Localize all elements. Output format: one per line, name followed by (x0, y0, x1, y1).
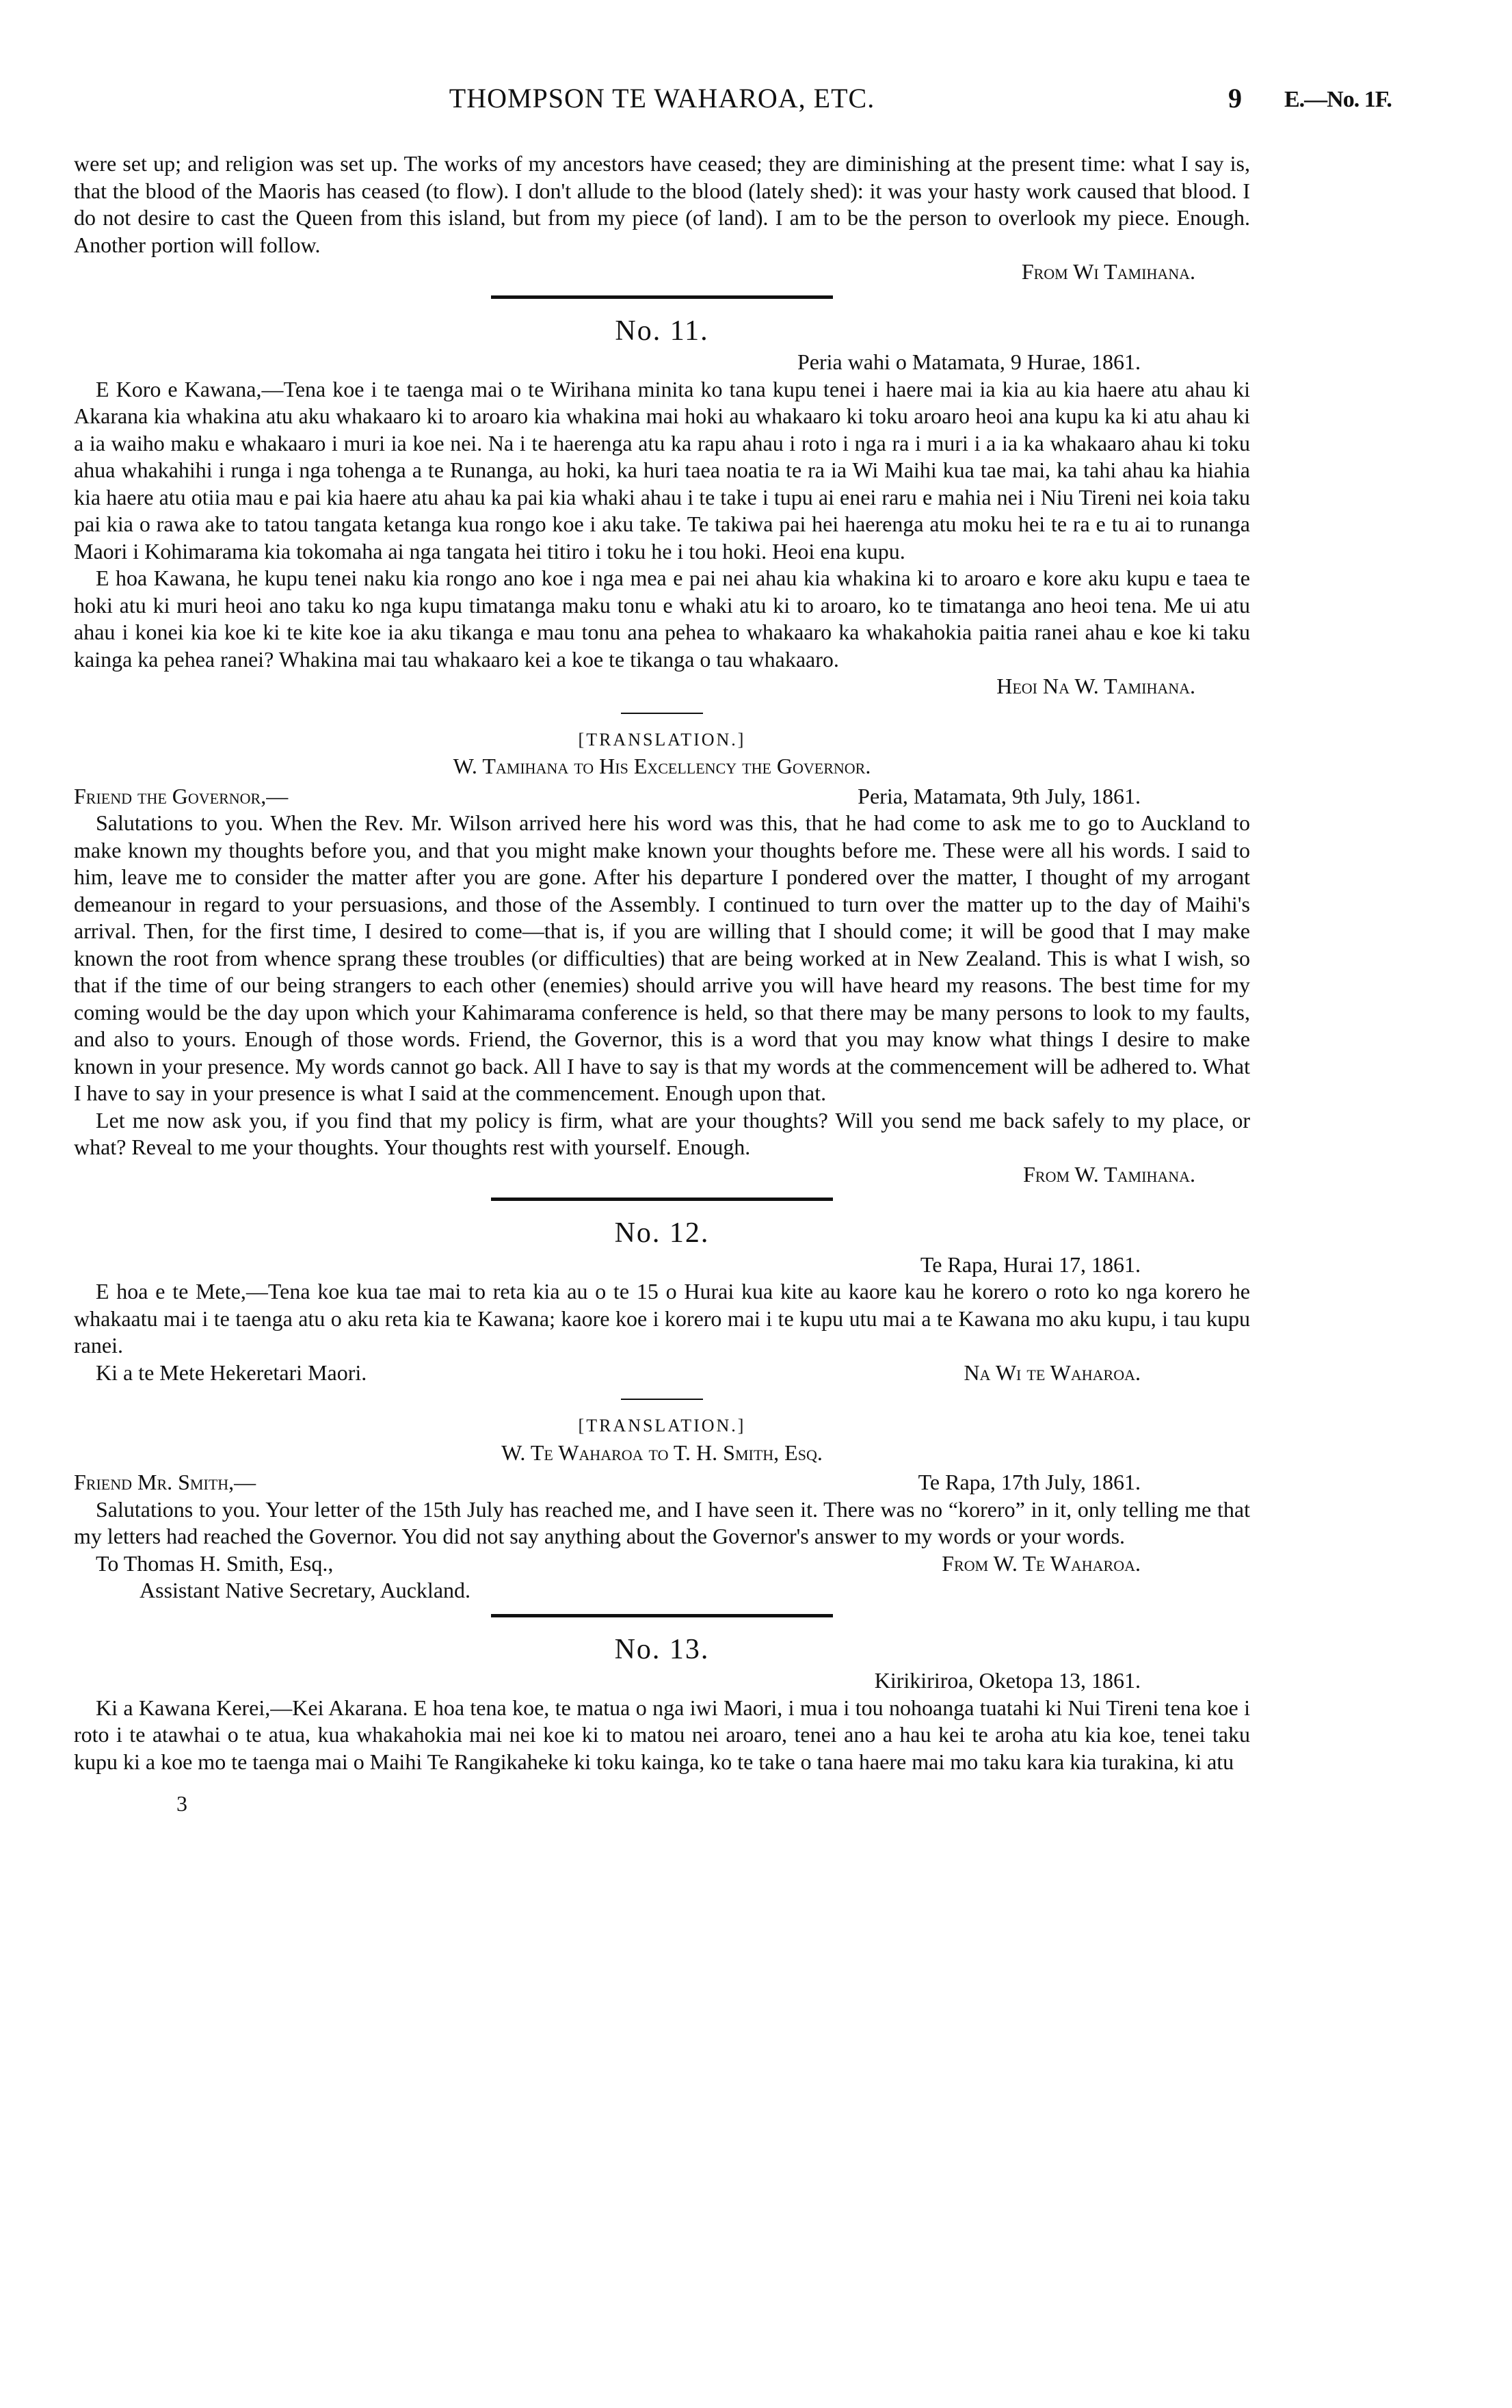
section-heading-no-13: No. 13. (614, 1633, 710, 1665)
signature: Na Wi te Waharoa. (964, 1360, 1141, 1385)
running-title: THOMPSON TE WAHAROA, ETC. (449, 83, 875, 114)
translation-heading: W. Te Waharoa to T. H. Smith, Esq. (501, 1440, 823, 1465)
signature: From W. Tamihana. (1023, 1161, 1195, 1187)
signature: From Wi Tamihana. (1021, 259, 1195, 284)
place-date: Te Rapa, 17th July, 1861. (918, 1470, 1141, 1494)
place-date: Peria wahi o Matamata, 9 Hurae, 1861. (797, 349, 1141, 374)
translation-paragraph: Let me now ask you, if you find that my policy is firm, what are your thoughts? Will you send me back safely to my place, or what? Reveal to me your thoughts. Your thoughts rest with yourself. Enough. (74, 1107, 1250, 1159)
addressee: To Thomas H. Smith, Esq., (96, 1550, 334, 1576)
section-heading-no-11: No. 11. (615, 315, 709, 347)
maori-letter-paragraph: E hoa Kawana, he kupu tenei naku kia rongo ano koe i nga mea e pai nei ahau kia whakina ki to aroaro e kore aku kupu e taea te hoki atu ki muri heoi ano taku ko nga kupu timatanga maku tonu e whaki atu ki to aroaro, ko te timatanga ano heoi tena. Me ui atu ahau i konei kia koe ki te kite koe ia aku tikanga e mau tonu ana pehea to whakaaro ka whakahokia paitia ranei ahau e koe ki taku kainga ka pehea ranei? Whakina mai tau whakaaro kei a koe te tikanga o tau whakaaro. (74, 566, 1250, 672)
section-divider (491, 1198, 833, 1201)
translation-paragraph: Salutations to you. Your letter of the 15th July has reached me, and I have seen it. There was no “korero” in it, only telling me that my letters had reached the Governor. You did not say anything about the Governor's answer to my words or your words. (74, 1496, 1250, 1548)
running-header (74, 82, 1392, 124)
document-page (74, 82, 1392, 1818)
addressee-title: Assistant Native Secretary, Auckland. (140, 1578, 471, 1602)
section-heading-no-12: No. 12. (614, 1217, 710, 1249)
translation-paragraph: Salutations to you. When the Rev. Mr. Wilson arrived here his word was this, that he had come to ask me to go to Auckland to make known my thoughts before you, and that you might make known your thoughts before me. These were all his words. I said to him, leave me to consider the matter after you are gone. After his departure I pondered over the matter, I thought of my arrogant demeanour in regard to your persuasions, and those of the Assembly. I continued to turn over the matter up to the day of Maihi's arrival. Then, for the first time, I desired to come—that is, if you are willing that I should come; it will be good that I may make known the root from whence sprang these troubles (or difficulties) that are being worked at in New Zealand. This is what I wish, so that if the time of our being strangers to each other (enemies) should arrive you will have heard my reasons. The best time for my coming would be the day upon which your Kahimarama conference is held, so that there may be many persons to look to my faults, and also to yours. Enough of those words. Friend, the Governor, this is a word that you may know what things I desire to make known in your presence. My words cannot go back. All I have to say is that my words at the commencement will be adhered to. What I have to say in your presence is what I said at the commencement. Enough upon that. (74, 810, 1250, 1105)
continued-letter-text: were set up; and religion was set up. The works of my ancestors have ceased; they are diminishing at the present time: what I say is, that the blood of the Maoris has ceased (to flow). I don't allude to the blood (lately shed): it was your hasty work caused that blood. I do not desire to cast the Queen from this island, but from my piece (of land). I am to be the person to overlook my piece. Enough. Another portion will follow. (74, 151, 1250, 257)
salutation: Friend the Governor,— (74, 783, 289, 808)
signature-mark: 3 (176, 1791, 187, 1816)
addressee: Ki a te Mete Hekeretari Maori. (96, 1360, 367, 1385)
translation-label: [TRANSLATION.] (578, 729, 746, 750)
maori-letter-paragraph: E Koro e Kawana,—Tena koe i te taenga mai o te Wirihana minita ko tana kupu tenei i haere mai ia kia au kia haere atu ahau ki Akarana kia whakina atu aku whakaaro ki to aroaro kia whakina mai hoki au whakaaro ki toku aroaro heoi ana kupu ka ki atu ahau ki a ia waiho maku e whakaaro i muri ia koe nei. Na i te haerenga atu ka rapu ahau i roto i nga ra i muri i a ia ka whakaaro ahau ki toku ahua whakahihi i runga i nga tohenga a te Runanga, au hoki, ka huri taea noatia te ra ia Wi Maihi kua tae mai, ka tahi ahau ka hiahia kia haere atu otiia mau e pai kia haere atu ahau ka pai kia whaki ahau i te take i tupu ai enei raru e mahia nei i Niu Tireni nei koia taku pai kia o rawa ake to tatou tangata ketanga kua rongo koe i aku take. Te takiwa pai hei haerenga atu moku hei te ra e tu ai to runanga Maori i Kohimarama kia tokomaha ai nga tangata hei titiro i toku he i tou hoki. Heoi ena kupu. (74, 376, 1250, 564)
maori-letter-paragraph: Ki a Kawana Kerei,—Kei Akarana. E hoa tena koe, te matua o nga iwi Maori, i mua i tou nohoanga tuatahi ki Nui Tireni tena koe i roto i te atawhai o te atua, kua whakahokia mai nei koe ki to matou nei aroaro, tenei ano a hau kei te aroha atu kia koe, tenei taku kupu ki a koe mo te taenga mai o Maihi Te Rangikaheke ki toku kainga, ko te take o tana haere mai mo taku kara kia turakina, ki atu (74, 1695, 1250, 1774)
salutation-row (74, 783, 1250, 810)
section-divider (491, 1614, 833, 1617)
short-divider (621, 1399, 703, 1400)
signature: From W. Te Waharoa. (942, 1550, 1141, 1576)
signature: Heoi Na W. Tamihana. (996, 674, 1195, 698)
translation-heading: W. Tamihana to His Excellency the Governor. (453, 754, 871, 778)
salutation-row (74, 1469, 1250, 1496)
place-date: Kirikiriroa, Oketopa 13, 1861. (874, 1668, 1141, 1693)
paper-reference: E.—No. 1F. (1284, 87, 1392, 112)
short-divider (621, 713, 703, 714)
place-date: Te Rapa, Hurai 17, 1861. (920, 1252, 1141, 1277)
maori-letter-paragraph: E hoa e te Mete,—Tena koe kua tae mai to reta kia au o te 15 o Hurai kua kite au kaore kau he korero o roto ko nga korero he whakaatu mai i te taenga atu o aku reta kia te Kawana; kaore koe i korero mai i te kupu utu mai a te Kawana mo aku kupu, i tau kupu ranei. (74, 1279, 1250, 1358)
section-divider (491, 295, 833, 299)
translation-label: [TRANSLATION.] (578, 1416, 746, 1435)
addressee-row (74, 1360, 1250, 1387)
page-number: 9 (1228, 83, 1242, 114)
salutation: Friend Mr. Smith,— (74, 1470, 256, 1494)
place-date: Peria, Matamata, 9th July, 1861. (858, 783, 1141, 808)
addressee-row (74, 1550, 1250, 1578)
